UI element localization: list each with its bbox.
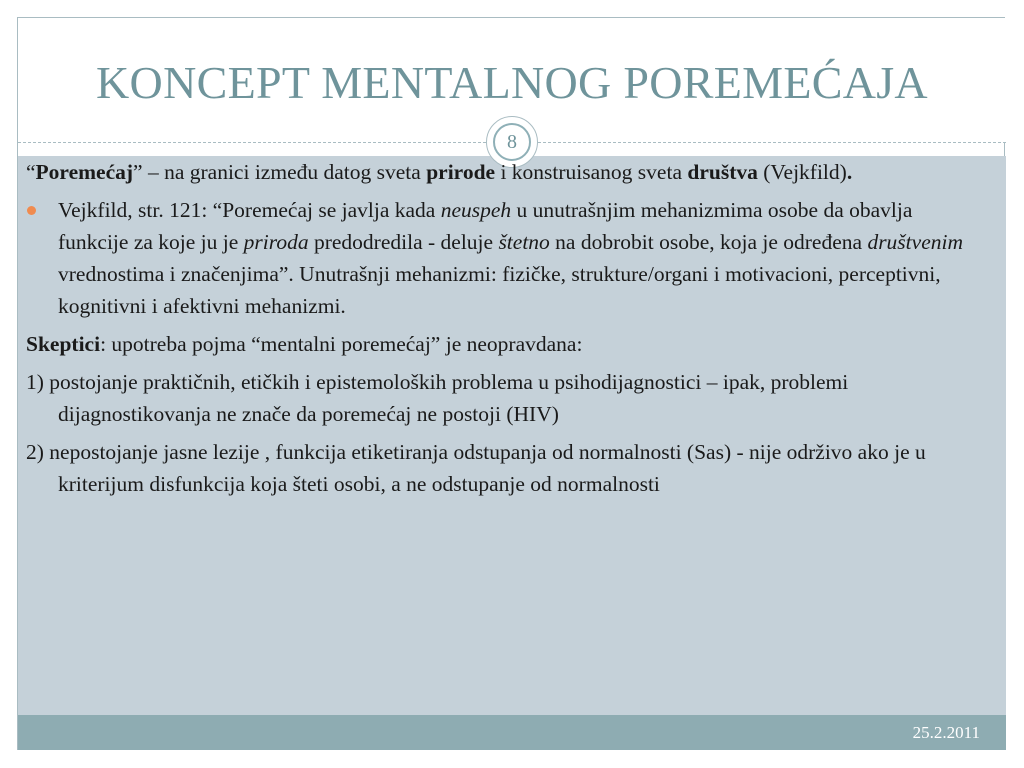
text-run: (Vejkfild) xyxy=(757,160,847,184)
term-skeptici: Skeptici xyxy=(26,332,101,356)
text-run: na dobrobit osobe, koja je određena xyxy=(549,230,868,254)
term-poremecaj: Poremećaj xyxy=(35,160,134,184)
bullet-item-wakefield xyxy=(26,194,966,322)
footer-date: 25.2.2011 xyxy=(912,723,980,742)
paragraph-skeptics xyxy=(26,328,966,360)
text-run: “ xyxy=(26,160,36,184)
text-run: predodredila - deluje xyxy=(308,230,499,254)
footer-bar xyxy=(18,715,1006,750)
term-prirode: prirode xyxy=(426,160,496,184)
text-run: Vejkfild, str. 121: “Poremećaj se javlja kada xyxy=(58,198,441,222)
text-run: i konstruisanog sveta xyxy=(495,160,688,184)
emphasis-drustvenim: društvenim xyxy=(867,230,963,254)
term-drustva: društva xyxy=(687,160,758,184)
emphasis-stetno: štetno xyxy=(498,230,550,254)
text-run: ” – na granici između datog sveta xyxy=(133,160,427,184)
paragraph-point-2: 2) nepostojanje jasne lezije , funkcija etiketiranja odstupanja od normalnosti (Sas) - nije održivo ako je u kriterijum disfunkcija koja šteti osobi, a ne odstupanje od normalnosti xyxy=(26,440,926,496)
paragraph-point-1: 1) postojanje praktičnih, etičkih i epistemoloških problema u psihodijagnostici – ipak, problemi dijagnostikovanja ne znače da poremećaj ne postoji (HIV) xyxy=(26,370,849,426)
slide-body xyxy=(26,156,966,506)
text-run: : upotreba pojma “mentalni poremećaj” je neopravdana: xyxy=(100,332,583,356)
emphasis-priroda: priroda xyxy=(243,230,309,254)
page-number: 8 xyxy=(493,123,531,161)
slide-title: KONCEPT MENTALNOG POREMEĆAJA xyxy=(96,57,928,108)
text-run: . xyxy=(846,160,853,184)
bullet-icon xyxy=(27,206,36,215)
text-run: u unutrašnjim mehanizmima osobe da obavlja funkcije za koje ju je xyxy=(58,198,913,254)
emphasis-neuspeh: neuspeh xyxy=(440,198,512,222)
text-run: vrednostima i značenjima”. Unutrašnji mehanizmi: fizičke, strukture/organi i motivacioni, perceptivni, kognitivni i afektivni mehanizmi. xyxy=(58,262,941,318)
paragraph-definition xyxy=(26,156,966,188)
